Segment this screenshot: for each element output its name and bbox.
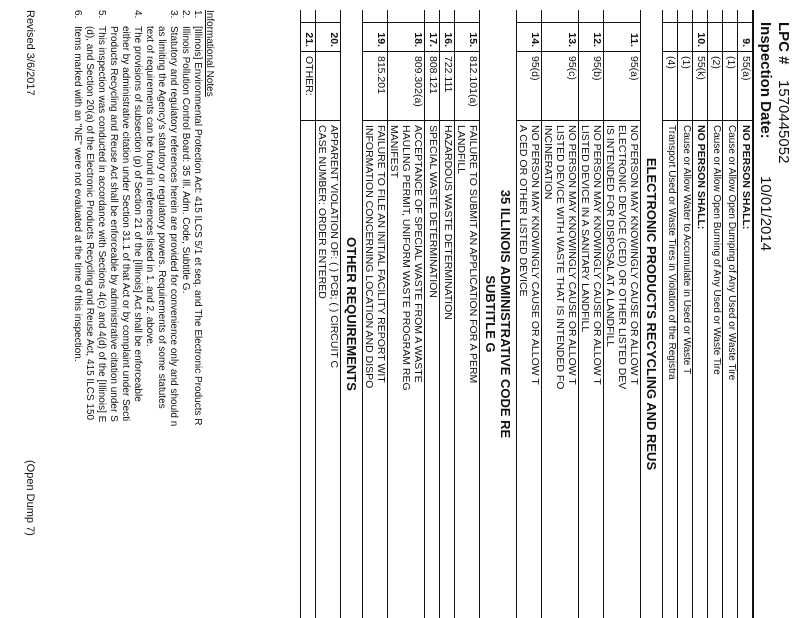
regulation-reference: 809.302(a) xyxy=(388,51,424,121)
note-text: The provisions of subsection (p) of Section 21 of the [Illinois] Act shall be enforceable xyxy=(132,26,143,402)
lpc-label: LPC # xyxy=(775,22,792,65)
note-number: 3. xyxy=(168,10,179,19)
regulation-reference: 722.111 xyxy=(440,51,454,121)
note-text: as limiting the Agency's statutory or regulatory powers. Requirements of some statutes xyxy=(156,26,167,409)
item-description xyxy=(542,121,578,618)
note-item xyxy=(119,10,131,618)
checkbox-cell[interactable] xyxy=(542,10,578,23)
checkbox-cell[interactable] xyxy=(579,10,603,23)
section-other-requirements: OTHER REQUIREMENTS xyxy=(340,10,362,618)
table-row xyxy=(603,10,640,618)
lpc-number: 1570445052 xyxy=(775,80,792,164)
regulation-reference: OTHER: xyxy=(301,51,315,121)
note-text: Items marked with an "NE" were not evaluated at the time of this inspection. xyxy=(72,26,83,362)
description-line: LISTED DEVICE WITH WASTE THAT IS INTENDED FO xyxy=(554,125,566,390)
regulation-reference xyxy=(316,51,340,121)
note-number xyxy=(155,10,167,26)
item-number: 14. xyxy=(529,32,541,47)
violations-table xyxy=(300,10,754,618)
item-description: Transport Used or Waste Tires in Violation of the Registra xyxy=(666,125,677,380)
table-row xyxy=(362,10,387,618)
checkbox-cell[interactable] xyxy=(388,10,424,23)
note-text: Statutory and regulatory references herein are provided for convenience only and should n xyxy=(168,26,179,427)
item-description: NO PERSON SHALL: xyxy=(695,125,707,230)
item-number: 15. xyxy=(467,32,479,47)
description-line: ELECTRONIC DEVICE (CED) OR OTHER LISTED DEV xyxy=(616,125,628,390)
checkbox-cell[interactable] xyxy=(363,10,387,23)
item-number: 21. xyxy=(303,32,315,47)
item-description: Cause or Allow Water to Accumulate in Used or Waste T xyxy=(681,125,692,375)
checkbox-cell[interactable] xyxy=(678,10,692,23)
regulation-reference: 55(a) xyxy=(738,51,752,121)
description-line: CASE NUMBER: ORDER ENTERED xyxy=(316,125,328,299)
checkbox-cell[interactable] xyxy=(425,10,439,23)
checkbox-cell[interactable] xyxy=(301,10,315,23)
regulation-reference: 95(b) xyxy=(579,51,603,121)
table-row xyxy=(516,10,541,618)
note-item xyxy=(191,10,203,618)
regulation-reference: (1) xyxy=(678,51,692,121)
item-number: 12. xyxy=(591,32,603,47)
informational-notes xyxy=(71,10,215,618)
table-row xyxy=(300,10,315,618)
note-item xyxy=(83,10,95,618)
item-description xyxy=(517,121,541,618)
description-line: LISTED DEVICE IN A SANITARY LANDFILL xyxy=(579,125,591,333)
note-item xyxy=(71,10,83,618)
description-line: NO PERSON MAY KNOWINGLY CAUSE OR ALLOW T xyxy=(628,125,640,385)
description-line: HAZARDOUS WASTE DETERMINATION xyxy=(442,125,454,320)
item-number xyxy=(663,23,677,51)
checkbox-cell[interactable] xyxy=(723,10,737,23)
description-line: INCINERATION xyxy=(542,125,554,200)
item-description xyxy=(425,121,439,618)
note-number xyxy=(107,10,119,26)
item-description xyxy=(440,121,454,618)
item-description: NO PERSON SHALL: xyxy=(740,125,752,230)
item-description xyxy=(604,121,640,618)
table-row xyxy=(315,10,340,618)
item-number xyxy=(678,23,692,51)
regulation-reference: (4) xyxy=(663,51,677,121)
item-number: 18. xyxy=(412,32,424,47)
checkbox-cell[interactable] xyxy=(663,10,677,23)
note-number xyxy=(119,10,131,26)
note-number: 4. xyxy=(132,10,143,19)
regulation-reference: 808.121 xyxy=(425,51,439,121)
item-description xyxy=(579,121,603,618)
item-number: 10. xyxy=(695,32,707,47)
form-name: (Open Dump 7) xyxy=(24,460,36,536)
notes-title: Informational Notes xyxy=(204,10,215,97)
description-line: INFORMATION CONCERNING LOCATION AND DISPO xyxy=(363,125,375,389)
notes-list xyxy=(71,10,203,618)
table-row xyxy=(722,10,737,618)
section-35-iac-line2: SUBTITLE G xyxy=(483,275,498,353)
regulation-reference: 815.201 xyxy=(363,51,387,121)
checkbox-cell[interactable] xyxy=(316,10,340,23)
table-row xyxy=(424,10,439,618)
section-35-iac xyxy=(479,10,516,618)
note-number xyxy=(83,10,95,26)
item-description xyxy=(388,121,424,618)
description-line: NO PERSON MAY KNOWINGLY CAUSE OR ALLOW T xyxy=(529,125,541,385)
note-text: [Illinois] Environmental Protection Act: 415 ILCS 5/1 et seq. and The Electronic Products R xyxy=(192,26,203,426)
note-number: 5. xyxy=(96,10,107,19)
table-row xyxy=(677,10,692,618)
description-line: APPARENT VIOLATION OF: ( ) PCB; ( ) CIRCUIT C xyxy=(328,125,340,369)
table-row xyxy=(387,10,424,618)
note-number: 2. xyxy=(180,10,191,19)
checkbox-cell[interactable] xyxy=(738,10,752,23)
item-number: 16. xyxy=(442,32,454,47)
item-number: 9. xyxy=(740,38,752,47)
note-text: (d), and Section 20(a) of the Electronic Products Recycling and Reuse Act, 415 ILCS 150 xyxy=(84,26,95,421)
checkbox-cell[interactable] xyxy=(440,10,454,23)
other-requirements-rows xyxy=(300,10,340,618)
description-line: SPECIAL WASTE DETERMINATION xyxy=(427,125,439,298)
regulation-reference: 95(c) xyxy=(542,51,578,121)
checkbox-cell[interactable] xyxy=(693,10,707,23)
item-description xyxy=(301,121,315,618)
table-row xyxy=(439,10,454,618)
item-number: 20. xyxy=(328,32,340,47)
item-description xyxy=(316,121,340,618)
item-number: 11. xyxy=(628,32,640,47)
note-item xyxy=(143,10,155,618)
note-number xyxy=(143,10,155,26)
description-line: NO PERSON MAY KNOWINGLY CAUSE OR ALLOW T xyxy=(591,125,603,385)
inspection-date-label: Inspection Date: xyxy=(757,22,774,139)
electronic-products-rows xyxy=(516,10,640,618)
table-row xyxy=(737,10,752,618)
table-row xyxy=(707,10,722,618)
regulation-reference: (2) xyxy=(708,51,722,121)
inspection-date: 10/01/2014 xyxy=(757,176,774,252)
item-description: Cause or Allow Open Dumping of Any Used or Waste Tire xyxy=(726,125,737,381)
item-description xyxy=(455,121,479,618)
item-number: 13. xyxy=(566,32,578,47)
table-row xyxy=(454,10,479,618)
iac-rows xyxy=(362,10,479,618)
item-number: 17. xyxy=(427,32,439,47)
checkbox-cell[interactable] xyxy=(604,10,640,23)
description-line: LANDFILL xyxy=(455,125,467,175)
revised-date: Revised 3/6/2017 xyxy=(24,10,36,96)
description-line: NO PERSON MAY KNOWINGLY CAUSE OR ALLOW T xyxy=(566,125,578,385)
regulation-reference: 95(d) xyxy=(517,51,541,121)
description-line: IS INTENDED FOR DISPOSAL AT A LANDFILL xyxy=(604,125,616,348)
item-number xyxy=(708,23,722,51)
note-text: Products Recycling and Reuse Act shall be enforceable by administrative citation under S xyxy=(108,26,119,422)
note-item xyxy=(179,10,191,618)
item-description xyxy=(363,121,387,618)
regulation-reference: (1) xyxy=(723,51,737,121)
open-dumping-rows xyxy=(662,10,752,618)
item-description: Cause or Allow Open Burning of Any Used or Waste Tire xyxy=(711,125,722,375)
table-row xyxy=(541,10,578,618)
section-35-iac-line1: 35 ILLINOIS ADMINISTRATIVE CODE RE xyxy=(498,189,513,439)
note-item xyxy=(167,10,179,618)
note-text: Illinois Pollution Control Board: 35 Ill. Adm. Code, Subtitle G. xyxy=(180,26,191,294)
note-number: 1. xyxy=(192,10,203,19)
item-number xyxy=(723,23,737,51)
note-number: 6. xyxy=(72,10,83,19)
note-text: either by administrative citation under Section 31.1 of that Act or by complaint under Secti xyxy=(120,26,131,422)
description-line: HAULING PERMIT, UNIFORM WASTE PROGRAM REG xyxy=(400,125,412,391)
note-text: text of requirements can be found in references listed in 1. and 2. above. xyxy=(144,26,155,347)
regulation-reference: 55(k) xyxy=(693,51,707,121)
description-line: FAILURE TO FILE AN INITIAL FACILITY REPORT WIT xyxy=(375,125,387,383)
note-item xyxy=(131,10,143,618)
checkbox-cell[interactable] xyxy=(517,10,541,23)
description-line: A CED OR OTHER LISTED DEVICE xyxy=(517,125,529,297)
checkbox-cell[interactable] xyxy=(708,10,722,23)
table-row xyxy=(662,10,677,618)
checkbox-cell[interactable] xyxy=(455,10,479,23)
note-item xyxy=(155,10,167,618)
description-line: FAILURE TO SUBMIT AN APPLICATION FOR A PERM xyxy=(467,125,479,384)
regulation-reference: 812.101(a) xyxy=(455,51,479,121)
note-item xyxy=(95,10,107,618)
table-row xyxy=(578,10,603,618)
note-text: This inspection was conducted in accordance with Sections 4(c) and 4(d) of the [Illinois] E xyxy=(96,26,107,423)
description-line: ACCEPTANCE OF SPECIAL WASTE FROM A WASTE xyxy=(412,125,424,383)
section-electronic-products: ELECTRONIC PRODUCTS RECYCLING AND REUS xyxy=(640,10,662,618)
regulation-reference: 95(a) xyxy=(604,51,640,121)
table-row xyxy=(692,10,707,618)
note-item xyxy=(107,10,119,618)
description-line: MANIFEST xyxy=(388,125,400,179)
item-number: 19. xyxy=(375,32,387,47)
